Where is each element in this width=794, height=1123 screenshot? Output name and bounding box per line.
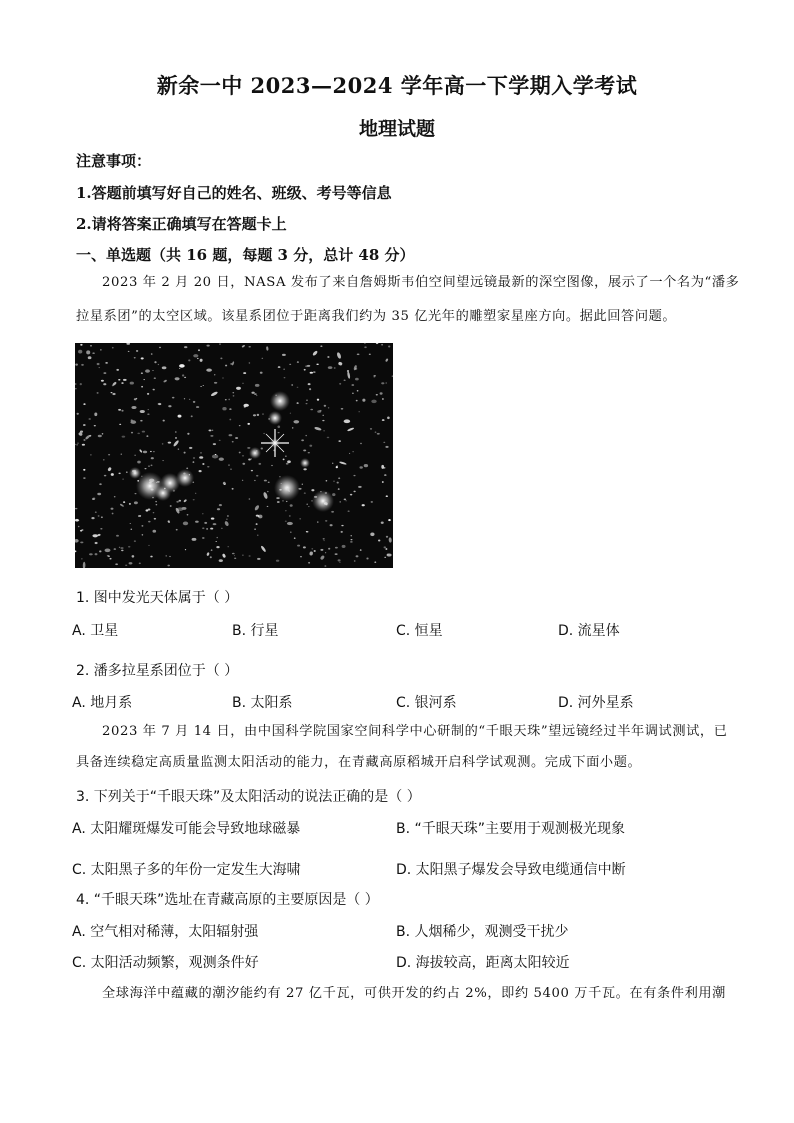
question-4-option-d: D. 海拔较高，距离太阳较近	[396, 955, 570, 971]
passage-2-line-1: 2023 年 7 月 14 日，由中国科学院国家空间科学中心研制的“千眼天珠”望远镜经过半年调试测试，已	[102, 724, 728, 739]
question-3-option-d: D. 太阳黑子爆发会导致电缆通信中断	[396, 862, 626, 878]
question-3-stem: 3. 下列关于“千眼天珠”及太阳活动的说法正确的是（ ）	[76, 789, 421, 805]
question-1-option-a: A. 卫星	[72, 623, 119, 639]
passage-3-line-1: 全球海洋中蕴藏的潮汐能约有 27 亿千瓦，可供开发的约占 2%，即约 5400 万千瓦。在有条件利用潮	[102, 986, 726, 1001]
question-2-option-c: C. 银河系	[396, 695, 457, 711]
passage-1-line-2: 拉星系团”的太空区域。该星系团位于距离我们约为 35 亿光年的雕塑家星座方向。据此回答问题。	[76, 309, 677, 324]
passage-2-line-2: 具备连续稳定高质量监测太阳活动的能力，在青藏高原稻城开启科学试观测。完成下面小题。	[76, 755, 642, 770]
question-2-option-d: D. 河外星系	[558, 695, 634, 711]
notes-heading: 注意事项：	[76, 152, 152, 170]
question-4-stem: 4. “千眼天珠”选址在青藏高原的主要原因是（ ）	[76, 892, 379, 908]
exam-title: 新余一中 2023—2024 学年高一下学期入学考试	[156, 73, 638, 98]
notes-item-2: 2.请将答案正确填写在答题卡上	[76, 215, 287, 233]
question-1-option-c: C. 恒星	[396, 623, 443, 639]
passage-1-line-1: 2023 年 2 月 20 日，NASA 发布了来自詹姆斯韦伯空间望远镜最新的深空图像，展示了一个名为“潘多	[102, 275, 740, 290]
question-2-stem: 2. 潘多拉星系团位于（ ）	[76, 663, 239, 679]
question-2-option-a: A. 地月系	[72, 695, 133, 711]
question-1-option-d: D. 流星体	[558, 623, 620, 639]
question-4-option-a: A. 空气相对稀薄，太阳辐射强	[72, 924, 259, 940]
question-4-option-b: B. 人烟稀少，观测受干扰少	[396, 924, 569, 940]
question-2-option-b: B. 太阳系	[232, 695, 293, 711]
section-title: 一、单选题（共 16 题，每题 3 分，总计 48 分）	[76, 246, 415, 264]
question-3-option-a: A. 太阳耀斑爆发可能会导致地球磁暴	[72, 821, 301, 837]
galaxy-cluster-image	[75, 343, 393, 568]
notes-item-1: 1.答题前填写好自己的姓名、班级、考号等信息	[76, 184, 392, 202]
question-3-option-b: B. “千眼天珠”主要用于观测极光现象	[396, 821, 626, 837]
question-1-stem: 1. 图中发光天体属于（ ）	[76, 590, 239, 606]
exam-subject: 地理试题	[358, 118, 435, 140]
question-3-option-c: C. 太阳黑子多的年份一定发生大海啸	[72, 862, 301, 878]
question-1-option-b: B. 行星	[232, 623, 279, 639]
question-4-option-c: C. 太阳活动频繁，观测条件好	[72, 955, 259, 971]
